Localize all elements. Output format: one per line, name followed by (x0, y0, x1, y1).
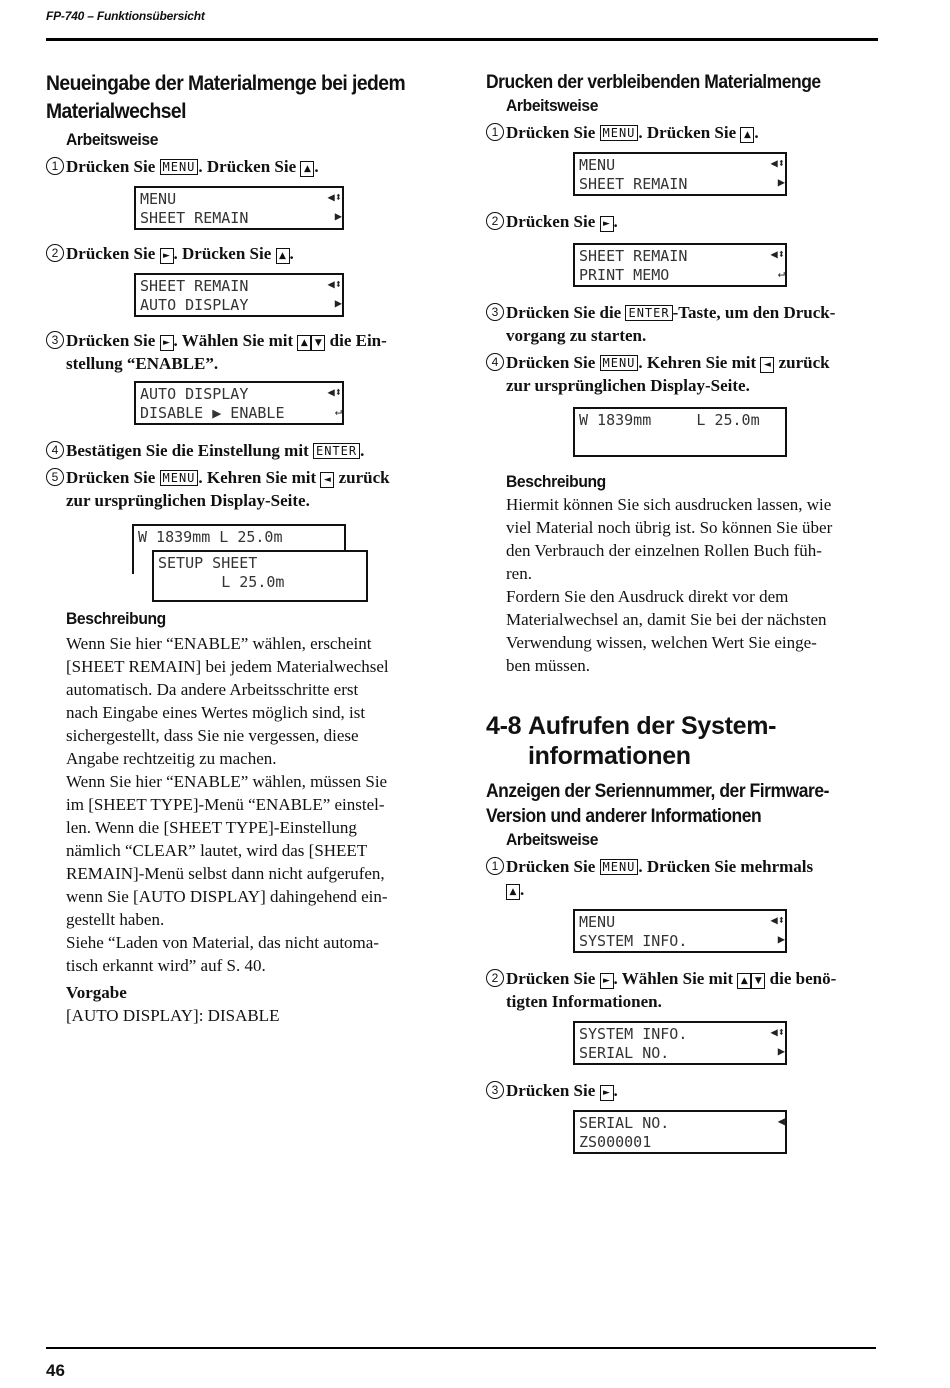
step-5: 5 Drücken Sie MENU . Kehren Sie mit ◄ zurück zur ursprünglichen Display-Seite. (46, 466, 446, 512)
step-number: 1 (46, 157, 64, 175)
subsection-title-line-1: Anzeigen der Seriennummer, der Firmware- (486, 781, 829, 802)
up-down-arrow-icon: ◀⬍ (770, 156, 785, 170)
lcd-display: SHEET REMAIN ◀⬍ AUTO DISPLAY ▶ (134, 273, 344, 317)
enter-key: ENTER (625, 305, 672, 321)
menu-key: MENU (160, 470, 199, 486)
arbeitsweise-heading: Arbeitsweise (506, 830, 599, 849)
right-arrow-key-icon: ► (600, 216, 614, 232)
down-arrow-key-icon: ▼ (751, 973, 765, 989)
step-4: 4 Bestätigen Sie die Einstellung mit ENTER . (46, 439, 446, 462)
up-arrow-key-icon: ▲ (506, 884, 520, 900)
left-column (46, 70, 446, 1027)
left-arrow-key-icon: ◄ (760, 357, 774, 373)
footer-rule (46, 1347, 876, 1349)
right-arrow-icon: ▶ (334, 296, 342, 310)
right-arrow-key-icon: ► (160, 335, 174, 351)
enter-icon: ↵ (334, 404, 342, 418)
description-text: Wenn Sie hier “ENABLE” wählen, erscheint [SHEET REMAIN] bei jedem Materialwechsel automatisch. Da andere Arbeitsschritte erst nach Eingabe eines Wertes möglich sind, ist sichergestellt, dass Sie nie vergessen, diese Angabe rechtzeitig zu machen. Wenn Sie hier “ENABLE” wählen, müssen Sie im [SHEET TYPE]-Menü “ENABLE” einstel- len. Wenn die [SHEET TYPE]-Einstellung nämlich “CLEAR” lautet, wird das [SHEET REMAIN]-Menü selbst dann nicht aufgerufen, wenn Sie [AUTO DISPLAY] dahingehend ein- gestellt haben. Siehe “Laden von Material, das nicht automa- tisch erkannt wird” auf S. 40. (66, 634, 389, 975)
step-1: 1 Drücken Sie MENU . Drücken Sie mehrmals ▲ . (486, 855, 881, 901)
up-arrow-key-icon: ▲ (300, 161, 314, 177)
down-arrow-key-icon: ▼ (311, 335, 325, 351)
step-2: 2 Drücken Sie ► . Wählen Sie mit ▲ ▼ die benö- tigten Informationen. (486, 967, 881, 1013)
right-arrow-icon: ▶ (777, 1044, 785, 1058)
up-arrow-key-icon: ▲ (740, 127, 754, 143)
right-arrow-key-icon: ► (600, 973, 614, 989)
left-arrow-icon: ◀ (777, 1114, 785, 1128)
enter-key: ENTER (313, 443, 360, 459)
step-4: 4 Drücken Sie MENU . Kehren Sie mit ◄ zurück zur ursprünglichen Display-Seite. (486, 351, 881, 397)
running-header: FP-740 – Funktionsübersicht (46, 9, 205, 23)
beschreibung-heading: Beschreibung (66, 609, 166, 628)
step-2: 2 Drücken Sie ► . Drücken Sie ▲ . (46, 242, 446, 265)
lcd-display: MENU ◀⬍ SYSTEM INFO. ▶ (573, 909, 787, 953)
up-down-arrow-icon: ◀⬍ (770, 913, 785, 927)
lcd-display: SYSTEM INFO. ◀⬍ SERIAL NO. ▶ (573, 1021, 787, 1065)
right-arrow-key-icon: ► (600, 1085, 614, 1101)
left-arrow-key-icon: ◄ (320, 472, 334, 488)
menu-key: MENU (600, 125, 639, 141)
up-arrow-key-icon: ▲ (276, 248, 290, 264)
lcd-display: W 1839mm L 25.0m (573, 407, 787, 457)
header-rule (46, 38, 878, 41)
description-text: Hiermit können Sie sich ausdrucken lassen, wie viel Material noch übrig ist. So können Sie über den Verbrauch der einzelnen Rollen Buch füh- ren. Fordern Sie den Ausdruck direkt vor dem Materialwechsel an, damit Sie bei der nächsten Verwendung wissen, welchen Wert Sie einge- ben müssen. (506, 495, 833, 675)
right-arrow-icon: ▶ (777, 175, 785, 189)
page-number: 46 (46, 1361, 65, 1380)
step-3: 3 Drücken Sie ► . Wählen Sie mit ▲ ▼ die Ein- stellung “ENABLE”. (46, 329, 446, 375)
arbeitsweise-heading: Arbeitsweise (506, 96, 599, 115)
lcd-back-screen: W 1839mm L 25.0m (132, 524, 346, 574)
up-down-arrow-icon: ◀⬍ (770, 247, 785, 261)
right-arrow-key-icon: ► (160, 248, 174, 264)
up-down-arrow-icon: ◀⬍ (327, 277, 342, 291)
lcd-display: SERIAL NO. ◀ ZS000001 (573, 1110, 787, 1154)
vorgabe-value: [AUTO DISPLAY]: DISABLE (66, 1006, 280, 1025)
up-arrow-key-icon: ▲ (297, 335, 311, 351)
arbeitsweise-heading: Arbeitsweise (66, 130, 159, 149)
right-column (486, 70, 881, 1154)
subsection-title-line-2: Version und anderer Informationen (486, 806, 762, 827)
vorgabe-heading: Vorgabe (66, 983, 127, 1002)
lcd-stacked-display (46, 524, 446, 602)
step-3: 3 Drücken Sie ► . (486, 1079, 881, 1102)
step-2: 2 Drücken Sie ► . (486, 210, 881, 233)
enter-icon: ↵ (777, 266, 785, 280)
lcd-display: MENU ◀⬍ SHEET REMAIN ▶ (573, 152, 787, 196)
lcd-front-screen: SETUP SHEET L 25.0m (152, 550, 368, 602)
section-title-line-1: Neueingabe der Materialmenge bei jedem (46, 72, 406, 95)
up-down-arrow-icon: ◀⬍ (327, 190, 342, 204)
menu-key: MENU (160, 159, 199, 175)
section-title-line-2: Materialwechsel (46, 100, 186, 123)
right-arrow-icon: ▶ (334, 209, 342, 223)
up-down-arrow-icon: ◀⬍ (770, 1025, 785, 1039)
right-arrow-icon: ▶ (777, 932, 785, 946)
beschreibung-heading: Beschreibung (506, 472, 606, 491)
menu-key: MENU (600, 859, 639, 875)
lcd-display: SHEET REMAIN ◀⬍ PRINT MEMO ↵ (573, 243, 787, 287)
step-1: 1 Drücken Sie MENU . Drücken Sie ▲ . (46, 155, 446, 178)
step-3: 3 Drücken Sie die ENTER -Taste, um den Druck- vorgang zu starten. (486, 301, 881, 347)
menu-key: MENU (600, 355, 639, 371)
chapter-heading: 4-8 Aufrufen der System- informationen (486, 712, 777, 770)
step-1: 1 Drücken Sie MENU . Drücken Sie ▲ . (486, 121, 881, 144)
lcd-display: AUTO DISPLAY ◀⬍ DISABLE ▶ ENABLE ↵ (134, 381, 344, 425)
up-arrow-key-icon: ▲ (737, 973, 751, 989)
lcd-display: MENU ◀⬍ SHEET REMAIN ▶ (134, 186, 344, 230)
up-down-arrow-icon: ◀⬍ (327, 385, 342, 399)
print-remain-title: Drucken der verbleibenden Materialmenge (486, 72, 821, 93)
